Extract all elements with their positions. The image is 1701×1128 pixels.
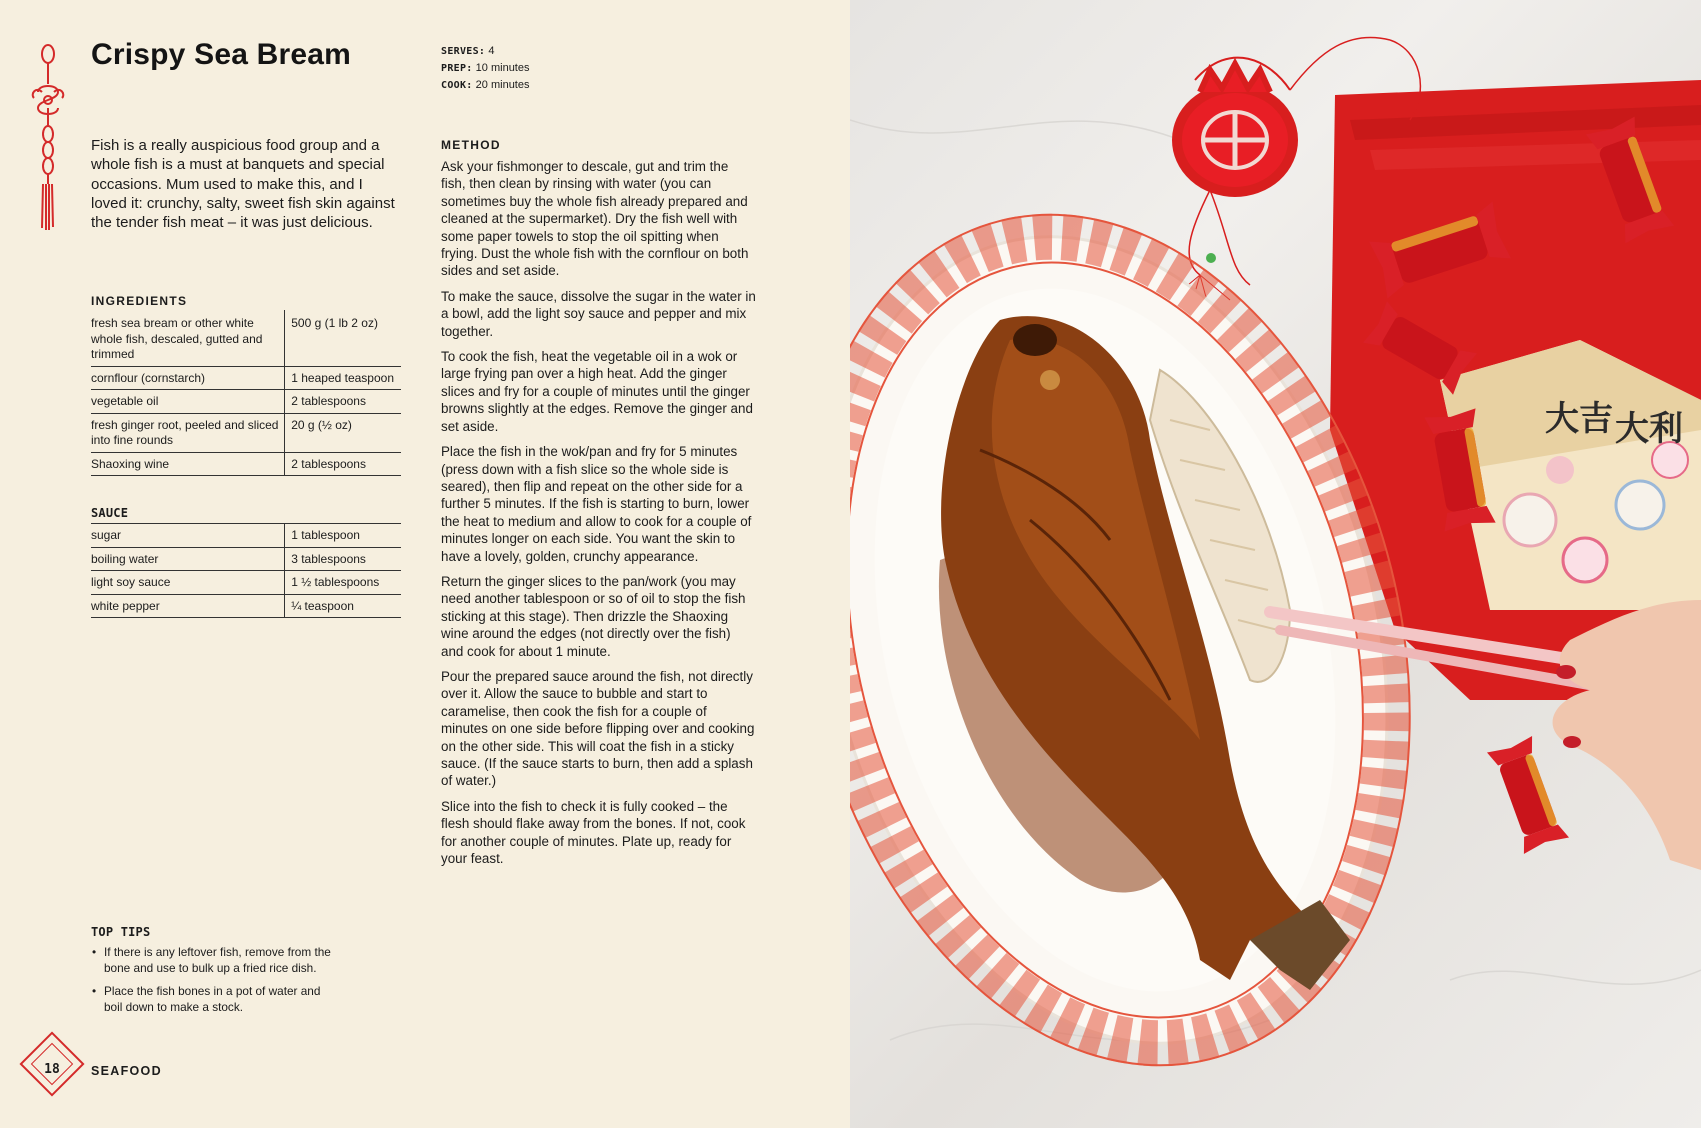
method-step: Return the ginger slices to the pan/work (you may need another tablespoon or so of oil to stop the fish sticking at this stage). Then drizzle the Shaoxing wine around the edges (not directly over the fish) and cook for about 1 minute. [441,573,746,659]
method-step: Pour the prepared sauce around the fish, not directly over it. Allow the sauce to bubble and start to caramelise, then cook the fish for a couple of minutes on one side before flipping over and cooking on the other side. This will coat the fish in a sticky sauce. (If the sauce starts to burn, then add a splash of water.) [441,668,755,789]
tips-heading: TOP TIPS [91,925,151,939]
recipe-page [0,0,850,1128]
method-step: Ask your fishmonger to descale, gut and trim the fish, then clean by rinsing with water (you can sometimes buy the whole fish already prepared and cleaned at the supermarket). Dry the fish well with some paper towels to stop the oil spitting when frying. Dust the whole fish with the cornflour on both sides and set aside. [441,159,749,279]
method-step: To cook the fish, heat the vegetable oil in a wok or large frying pan over a high heat. Add the ginger slices and fry for a couple of minutes until the ginger browns slightly at the edges. Remove the ginger and set aside. [441,349,753,434]
table-row [91,571,401,595]
list-item: • Place the fish bones in a pot of water and boil down to make a stock. [91,984,331,1015]
list-item: • If there is any leftover fish, remove from the bone and use to bulk up a fried rice dish. [91,945,331,976]
serves-row [441,43,529,60]
recipe-intro: Fish is a really auspicious food group and a whole fish is a must at banquets and special occasions. Mum used to make this, and I loved it: crunchy, salty, sweet fish skin against the tender fish meat – it was just delicious. [91,137,395,232]
sauce-heading: SAUCE [91,506,129,520]
ingredient-name: light soy sauce [91,571,285,595]
ingredients-heading: INGREDIENTS [91,294,188,308]
method-step: Slice into the fish to check it is fully cooked – the flesh should flake away from the bones. If not, cook for another couple of minutes. Plate up, ready for your feast. [441,798,746,867]
chinese-knot-icon [28,44,72,230]
table-row [91,366,401,390]
table-row [91,524,401,548]
jade-bead [1206,253,1216,263]
ingredient-qty: 3 tablespoons [285,547,401,571]
table-row [91,413,401,452]
cook-row [441,77,529,94]
ingredient-qty: 1 heaped teaspoon [285,366,401,390]
dish-photo-illustration [850,0,1701,1128]
ingredient-qty: ¼ teaspoon [285,594,401,618]
ingredient-name: fresh ginger root, peeled and sliced into fine rounds [91,413,285,452]
sauce-table [91,523,401,618]
recipe-meta [441,43,529,94]
table-row [91,310,401,366]
table-row [91,547,401,571]
table-row [91,452,401,476]
table-row [91,390,401,414]
card-text-1: 大吉 [1545,399,1613,439]
card-text-2: 大利 [1615,409,1683,449]
ingredient-name: fresh sea bream or other white whole fish, descaled, gutted and trimmed [91,310,285,366]
recipe-title: Crispy Sea Bream [91,38,352,71]
ingredients-table [91,310,401,476]
method-step: To make the sauce, dissolve the sugar in the water in a bowl, add the light soy sauce and pepper and mix together. [441,288,756,339]
ingredient-qty: 1 tablespoon [285,524,401,548]
ingredient-name: sugar [91,524,285,548]
serves-label: SERVES: [441,46,486,57]
tips-list [91,945,331,1023]
method-step: Place the fish in the wok/pan and fry for 5 minutes (press down with a fish slice so the whole side is seared), then flip and repeat on the other side for a further 5 minutes. If the fish is starting to burn, lower the heat to medium and allow to cook for a couple of minutes longer on each side. You want the skin to have a lovely, golden, crunchy appearance. [441,444,752,564]
ingredient-name: Shaoxing wine [91,452,285,476]
method-steps [441,158,756,875]
ingredient-name: cornflour (cornstarch) [91,366,285,390]
cook-value: 20 minutes [475,79,530,91]
table-row [91,594,401,618]
hand [1553,600,1701,870]
prep-row [441,60,529,77]
ingredient-name: vegetable oil [91,390,285,414]
ingredient-qty: 1 ½ tablespoons [285,571,401,595]
ingredient-qty: 500 g (1 lb 2 oz) [285,310,401,366]
ingredient-qty: 20 g (½ oz) [285,413,401,452]
cook-label: COOK: [441,80,473,91]
serves-value: 4 [488,45,495,57]
method-heading: METHOD [441,138,501,152]
page-number: 18 [44,1062,60,1077]
section-name: SEAFOOD [91,1064,162,1078]
ingredient-qty: 2 tablespoons [285,390,401,414]
ingredient-qty: 2 tablespoons [285,452,401,476]
ingredient-name: boiling water [91,547,285,571]
prep-label: PREP: [441,63,473,74]
dish-photo [850,0,1701,1128]
prep-value: 10 minutes [475,62,530,74]
ingredient-name: white pepper [91,594,285,618]
